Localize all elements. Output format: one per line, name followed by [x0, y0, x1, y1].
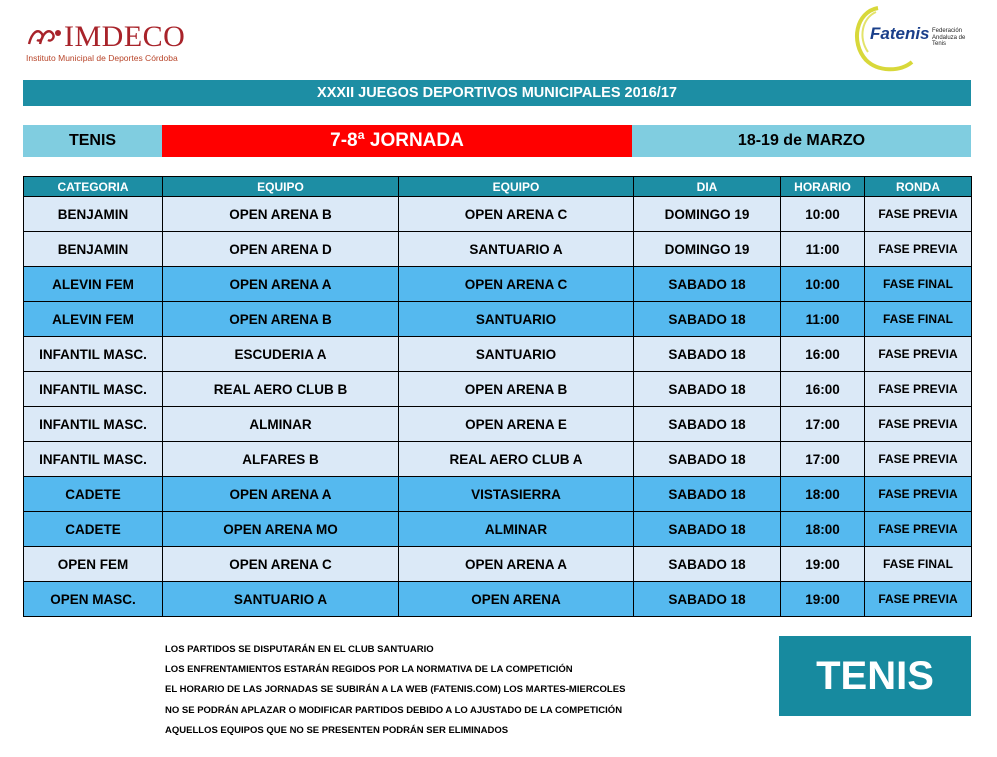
cell-equipo-1: OPEN ARENA D	[163, 232, 399, 267]
cell-horario: 19:00	[781, 582, 865, 617]
cell-dia: DOMINGO 19	[634, 232, 781, 267]
cell-ronda: FASE PREVIA	[865, 582, 972, 617]
cell-categoria: INFANTIL MASC.	[24, 337, 163, 372]
note-item: AQUELLOS EQUIPOS QUE NO SE PRESENTEN PODRÁN SER ELIMINADOS	[165, 724, 509, 736]
cell-equipo-1: OPEN ARENA B	[163, 302, 399, 337]
cell-horario: 16:00	[781, 372, 865, 407]
cell-ronda: FASE PREVIA	[865, 512, 972, 547]
cell-equipo-1: ALMINAR	[163, 407, 399, 442]
cell-equipo-1: OPEN ARENA MO	[163, 512, 399, 547]
cell-horario: 10:00	[781, 197, 865, 232]
table-header-row	[24, 177, 972, 197]
sport-badge: TENIS	[779, 636, 971, 716]
cell-equipo-2: ALMINAR	[399, 512, 634, 547]
cell-horario: 17:00	[781, 407, 865, 442]
cell-categoria: INFANTIL MASC.	[24, 372, 163, 407]
cell-dia: SABADO 18	[634, 407, 781, 442]
cell-ronda: FASE PREVIA	[865, 477, 972, 512]
cell-categoria: OPEN MASC.	[24, 582, 163, 617]
cell-ronda: FASE FINAL	[865, 547, 972, 582]
matches-table	[23, 176, 972, 617]
note-item: EL HORARIO DE LAS JORNADAS SE SUBIRÁN A LA WEB (FATENIS.COM) LOS MARTES-MIERCOLES	[165, 684, 626, 696]
column-header-ronda: RONDA	[865, 177, 972, 197]
imdeco-emblem-icon	[26, 24, 64, 50]
cell-equipo-1: OPEN ARENA C	[163, 547, 399, 582]
cell-ronda: FASE PREVIA	[865, 442, 972, 477]
column-header-categoria: CATEGORIA	[24, 177, 163, 197]
cell-horario: 10:00	[781, 267, 865, 302]
table-row	[24, 302, 972, 337]
cell-ronda: FASE FINAL	[865, 302, 972, 337]
cell-categoria: ALEVIN FEM	[24, 267, 163, 302]
cell-equipo-2: OPEN ARENA	[399, 582, 634, 617]
cell-horario: 11:00	[781, 232, 865, 267]
note-item: LOS PARTIDOS SE DISPUTARÁN EN EL CLUB SANTUARIO	[165, 644, 434, 655]
table-row	[24, 582, 972, 617]
cell-dia: SABADO 18	[634, 547, 781, 582]
cell-equipo-1: OPEN ARENA B	[163, 197, 399, 232]
cell-horario: 17:00	[781, 442, 865, 477]
cell-dia: SABADO 18	[634, 442, 781, 477]
cell-categoria: CADETE	[24, 512, 163, 547]
table-row	[24, 547, 972, 582]
table-row	[24, 197, 972, 232]
table-row	[24, 407, 972, 442]
cell-horario: 16:00	[781, 337, 865, 372]
note-item: NO SE PODRÁN APLAZAR O MODIFICAR PARTIDOS DEBIDO A LO AJUSTADO DE LA COMPETICIÓN	[165, 704, 623, 716]
cell-categoria: CADETE	[24, 477, 163, 512]
table-body	[24, 197, 972, 617]
cell-ronda: FASE FINAL	[865, 267, 972, 302]
table-row	[24, 267, 972, 302]
cell-horario: 19:00	[781, 547, 865, 582]
cell-ronda: FASE PREVIA	[865, 232, 972, 267]
date-label: 18-19 de MARZO	[632, 125, 971, 157]
cell-equipo-2: SANTUARIO	[399, 302, 634, 337]
cell-equipo-2: OPEN ARENA C	[399, 197, 634, 232]
fatenis-logo	[848, 2, 972, 74]
column-header-equipo-1: EQUIPO	[163, 177, 399, 197]
cell-categoria: BENJAMIN	[24, 197, 163, 232]
cell-dia: SABADO 18	[634, 512, 781, 547]
cell-equipo-2: OPEN ARENA E	[399, 407, 634, 442]
cell-dia: SABADO 18	[634, 267, 781, 302]
cell-ronda: FASE PREVIA	[865, 197, 972, 232]
cell-dia: SABADO 18	[634, 337, 781, 372]
table-row	[24, 477, 972, 512]
jornada-label: 7-8ª JORNADA	[162, 125, 632, 157]
competition-banner: XXXII JUEGOS DEPORTIVOS MUNICIPALES 2016/17	[23, 80, 971, 106]
cell-equipo-2: OPEN ARENA C	[399, 267, 634, 302]
cell-ronda: FASE PREVIA	[865, 372, 972, 407]
sport-label: TENIS	[23, 125, 162, 157]
cell-dia: SABADO 18	[634, 477, 781, 512]
cell-horario: 18:00	[781, 512, 865, 547]
cell-dia: SABADO 18	[634, 582, 781, 617]
cell-categoria: INFANTIL MASC.	[24, 407, 163, 442]
column-header-horario: HORARIO	[781, 177, 865, 197]
cell-ronda: FASE PREVIA	[865, 407, 972, 442]
cell-equipo-2: VISTASIERRA	[399, 477, 634, 512]
note-item: LOS ENFRENTAMIENTOS ESTARÁN REGIDOS POR LA NORMATIVA DE LA COMPETICIÓN	[165, 664, 573, 676]
cell-equipo-1: ALFARES B	[163, 442, 399, 477]
cell-equipo-1: REAL AERO CLUB B	[163, 372, 399, 407]
cell-equipo-2: SANTUARIO A	[399, 232, 634, 267]
cell-equipo-2: REAL AERO CLUB A	[399, 442, 634, 477]
column-header-equipo-2: EQUIPO	[399, 177, 634, 197]
fatenis-subtitle: Federación Andaluza de Tenis	[932, 28, 966, 47]
imdeco-subtitle: Instituto Municipal de Deportes Córdoba	[26, 53, 178, 63]
cell-equipo-1: OPEN ARENA A	[163, 267, 399, 302]
cell-equipo-2: OPEN ARENA A	[399, 547, 634, 582]
cell-categoria: BENJAMIN	[24, 232, 163, 267]
table-row	[24, 442, 972, 477]
column-header-dia: DIA	[634, 177, 781, 197]
cell-horario: 18:00	[781, 477, 865, 512]
table-row	[24, 372, 972, 407]
table-row	[24, 232, 972, 267]
cell-categoria: ALEVIN FEM	[24, 302, 163, 337]
cell-ronda: FASE PREVIA	[865, 337, 972, 372]
cell-equipo-1: ESCUDERIA A	[163, 337, 399, 372]
table-row	[24, 337, 972, 372]
table-row	[24, 512, 972, 547]
imdeco-logo	[26, 20, 206, 64]
cell-horario: 11:00	[781, 302, 865, 337]
fatenis-wordmark: Fatenis	[870, 24, 930, 43]
cell-equipo-2: SANTUARIO	[399, 337, 634, 372]
cell-categoria: OPEN FEM	[24, 547, 163, 582]
cell-dia: SABADO 18	[634, 302, 781, 337]
cell-equipo-1: OPEN ARENA A	[163, 477, 399, 512]
cell-categoria: INFANTIL MASC.	[24, 442, 163, 477]
cell-equipo-2: OPEN ARENA B	[399, 372, 634, 407]
imdeco-wordmark: IMDECO	[64, 20, 186, 53]
cell-dia: SABADO 18	[634, 372, 781, 407]
notes-list	[165, 640, 765, 741]
cell-equipo-1: SANTUARIO A	[163, 582, 399, 617]
cell-dia: DOMINGO 19	[634, 197, 781, 232]
